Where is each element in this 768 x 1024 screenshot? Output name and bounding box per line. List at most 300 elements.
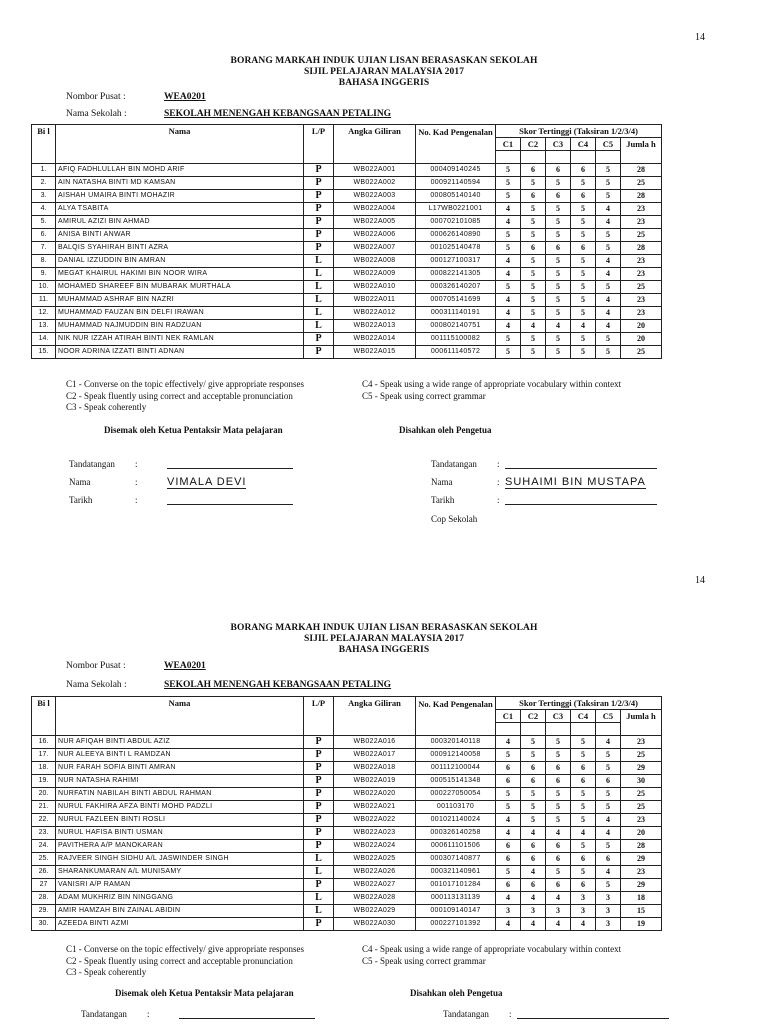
date-label: Tarikh [69, 495, 93, 505]
score-c5: 4 [596, 294, 621, 307]
gender: P [304, 788, 334, 801]
gender: P [304, 775, 334, 788]
centre-value: WEA0201 [164, 92, 206, 102]
ic-number: 000326140258 [416, 827, 496, 840]
signature-line[interactable] [505, 459, 657, 469]
signature-label: Tandatangan [69, 459, 115, 469]
index-number: WB022A011 [334, 294, 416, 307]
score-total: 23 [621, 866, 662, 879]
gender: P [304, 827, 334, 840]
student-name: AIN NATASHA BINTI MD KAMSAN [56, 177, 304, 190]
student-name: NURUL FAZLEEN BINTI ROSLI [56, 814, 304, 827]
criteria-left [66, 379, 304, 414]
ic-number: 000705141699 [416, 294, 496, 307]
col-kad: No. Kad Pengenalan [416, 125, 496, 164]
student-name: ANISA BINTI ANWAR [56, 229, 304, 242]
score-total: 23 [621, 268, 662, 281]
name-label: Nama [431, 477, 453, 487]
score-c3: 5 [546, 749, 571, 762]
index-number: WB022A009 [334, 268, 416, 281]
col-c5: C5 [596, 138, 621, 151]
score-c2: 5 [521, 203, 546, 216]
score-c3: 5 [546, 814, 571, 827]
gender: P [304, 190, 334, 203]
centre-label: Nombor Pusat : [66, 661, 126, 671]
score-total: 30 [621, 775, 662, 788]
score-c3: 5 [546, 294, 571, 307]
table-row [32, 190, 662, 203]
score-c4: 5 [571, 307, 596, 320]
ic-number: 001021140024 [416, 814, 496, 827]
ic-number: 001112100044 [416, 762, 496, 775]
score-c4: 5 [571, 814, 596, 827]
score-c3: 6 [546, 190, 571, 203]
row-number: 27 [32, 879, 56, 892]
score-c1: 6 [496, 879, 521, 892]
score-c5: 6 [596, 853, 621, 866]
score-c1: 5 [496, 229, 521, 242]
gender: L [304, 320, 334, 333]
row-number: 1. [32, 164, 56, 177]
criteria-c2: C2 - Speak fluently using correct and acceptable pronunciation [66, 955, 293, 966]
score-c1: 5 [496, 346, 521, 359]
score-c1: 5 [496, 866, 521, 879]
ic-number: 000611101506 [416, 840, 496, 853]
table-row [32, 307, 662, 320]
score-total: 20 [621, 827, 662, 840]
row-number: 7. [32, 242, 56, 255]
criteria-c4: C4 - Speak using a wide range of appropriate vocabulary within context [362, 944, 622, 954]
school-row [66, 109, 391, 119]
row-number: 29. [32, 905, 56, 918]
school-value: SEKOLAH MENENGAH KEBANGSAAN PETALING [164, 680, 392, 690]
score-c5: 4 [596, 203, 621, 216]
row-number: 22. [32, 814, 56, 827]
score-c1: 5 [496, 242, 521, 255]
col-c2: C2 [521, 710, 546, 723]
score-c1: 5 [496, 801, 521, 814]
score-c4: 6 [571, 190, 596, 203]
row-number: 23. [32, 827, 56, 840]
score-c1: 5 [496, 788, 521, 801]
score-c2: 6 [521, 775, 546, 788]
signature-label: Tandatangan [431, 459, 477, 469]
student-name: BALQIS SYAHIRAH BINTI AZRA [56, 242, 304, 255]
score-total: 23 [621, 294, 662, 307]
score-total: 25 [621, 788, 662, 801]
score-c2: 5 [521, 229, 546, 242]
score-c5: 4 [596, 216, 621, 229]
criteria-right [362, 944, 621, 967]
row-number: 9. [32, 268, 56, 281]
gender: P [304, 879, 334, 892]
table-row [32, 255, 662, 268]
gender: P [304, 762, 334, 775]
criteria-right [362, 379, 621, 402]
score-c5: 5 [596, 346, 621, 359]
row-number: 21. [32, 801, 56, 814]
score-c4: 5 [571, 866, 596, 879]
score-c3: 5 [546, 268, 571, 281]
gender: P [304, 801, 334, 814]
school-label: Nama Sekolah : [66, 680, 127, 690]
ic-number: 001017101284 [416, 879, 496, 892]
criteria-c4: C4 - Speak using a wide range of appropriate vocabulary within context [362, 379, 622, 389]
criteria-c5: C5 - Speak using correct grammar [362, 390, 486, 401]
score-total: 29 [621, 762, 662, 775]
gender: P [304, 229, 334, 242]
col-angka: Angka Giliran [334, 125, 416, 164]
table-row [32, 164, 662, 177]
gender: L [304, 281, 334, 294]
score-total: 29 [621, 853, 662, 866]
score-total: 28 [621, 242, 662, 255]
score-c2: 4 [521, 892, 546, 905]
gender: L [304, 892, 334, 905]
index-number: WB022A028 [334, 892, 416, 905]
score-total: 20 [621, 333, 662, 346]
score-c2: 5 [521, 177, 546, 190]
row-number: 19. [32, 775, 56, 788]
score-c5: 4 [596, 320, 621, 333]
score-c1: 5 [496, 177, 521, 190]
score-c5: 4 [596, 255, 621, 268]
col-kad: No. Kad Pengenalan [416, 697, 496, 736]
student-name: RAJVEER SINGH SIDHU A/L JASWINDER SINGH [56, 853, 304, 866]
score-c2: 6 [521, 853, 546, 866]
score-c4: 5 [571, 255, 596, 268]
score-c4: 5 [571, 216, 596, 229]
score-c4: 5 [571, 840, 596, 853]
score-c2: 5 [521, 736, 546, 749]
school-row [66, 680, 391, 690]
school-stamp-row [431, 514, 477, 528]
date-line[interactable] [505, 495, 657, 505]
score-c3: 5 [546, 736, 571, 749]
col-jumlah: Jumla h [621, 138, 662, 164]
signature-line[interactable] [517, 1009, 669, 1019]
ic-number: 000409140245 [416, 164, 496, 177]
score-c1: 6 [496, 853, 521, 866]
index-number: WB022A005 [334, 216, 416, 229]
score-c2: 4 [521, 918, 546, 931]
score-c1: 4 [496, 255, 521, 268]
score-c1: 5 [496, 164, 521, 177]
row-number: 16. [32, 736, 56, 749]
score-total: 23 [621, 203, 662, 216]
ic-number: 000611140572 [416, 346, 496, 359]
score-c5: 4 [596, 736, 621, 749]
ic-number: 000127100317 [416, 255, 496, 268]
score-c4: 6 [571, 775, 596, 788]
score-c2: 4 [521, 320, 546, 333]
score-c2: 6 [521, 840, 546, 853]
principal-name-row: Nama : SUHAIMI BIN MUSTAPA [431, 476, 646, 488]
gender: P [304, 177, 334, 190]
marks-table [31, 696, 662, 931]
ic-number: 001115100082 [416, 333, 496, 346]
score-total: 23 [621, 216, 662, 229]
row-number: 11. [32, 294, 56, 307]
gender: P [304, 164, 334, 177]
index-number: WB022A020 [334, 788, 416, 801]
row-number: 30. [32, 918, 56, 931]
score-c4: 6 [571, 242, 596, 255]
score-c3: 5 [546, 866, 571, 879]
row-number: 20. [32, 788, 56, 801]
student-name: DANIAL IZZUDDIN BIN AMRAN [56, 255, 304, 268]
student-name: NURFATIN NABILAH BINTI ABDUL RAHMAN [56, 788, 304, 801]
score-c1: 4 [496, 268, 521, 281]
table-row [32, 801, 662, 814]
index-number: WB022A021 [334, 801, 416, 814]
table-row [32, 333, 662, 346]
score-c5: 6 [596, 775, 621, 788]
reviewer-name: VIMALA DEVI [167, 476, 247, 488]
gender: P [304, 203, 334, 216]
index-number: WB022A027 [334, 879, 416, 892]
signature-line[interactable] [179, 1009, 315, 1019]
row-number: 8. [32, 255, 56, 268]
col-c1: C1 [496, 710, 521, 723]
col-bil: Bi l [32, 125, 56, 164]
student-name: MUHAMMAD FAUZAN BIN DELFI IRAWAN [56, 307, 304, 320]
ic-number: 000320140118 [416, 736, 496, 749]
criteria-c3: C3 - Speak coherently [66, 402, 147, 412]
score-c5: 5 [596, 749, 621, 762]
score-c1: 5 [496, 281, 521, 294]
reviewer-heading: Disemak oleh Ketua Pentaksir Mata pelajaran [115, 988, 294, 998]
col-c2: C2 [521, 138, 546, 151]
score-c3: 5 [546, 203, 571, 216]
index-number: WB022A026 [334, 866, 416, 879]
row-number: 12. [32, 307, 56, 320]
col-lp: L/P [304, 125, 334, 164]
score-c1: 5 [496, 333, 521, 346]
score-c5: 5 [596, 840, 621, 853]
ic-number: 001103170 [416, 801, 496, 814]
score-c1: 5 [496, 749, 521, 762]
marks-table [31, 124, 662, 359]
score-c2: 5 [521, 346, 546, 359]
criteria-c1: C1 - Converse on the topic effectively/ give appropriate responses [66, 379, 305, 389]
date-line[interactable] [167, 495, 293, 505]
score-c4: 4 [571, 827, 596, 840]
score-total: 15 [621, 905, 662, 918]
gender: L [304, 853, 334, 866]
ic-number: 000921140594 [416, 177, 496, 190]
principal-date-row: Tarikh : [431, 495, 657, 509]
gender: L [304, 307, 334, 320]
table-row [32, 229, 662, 242]
table-row [32, 216, 662, 229]
score-c2: 5 [521, 307, 546, 320]
student-name: AISHAH UMAIRA BINTI MOHAZIR [56, 190, 304, 203]
score-c4: 5 [571, 788, 596, 801]
score-c3: 5 [546, 346, 571, 359]
score-c5: 4 [596, 866, 621, 879]
score-c2: 6 [521, 762, 546, 775]
criteria-left [66, 944, 304, 979]
centre-row [66, 92, 206, 102]
table-row [32, 242, 662, 255]
score-c2: 6 [521, 242, 546, 255]
ic-number: 000702101085 [416, 216, 496, 229]
score-c2: 6 [521, 190, 546, 203]
col-nama: Nama [56, 125, 304, 164]
score-c4: 6 [571, 164, 596, 177]
student-name: ADAM MUKHRIZ BIN NINGGANG [56, 892, 304, 905]
score-total: 28 [621, 840, 662, 853]
score-c5: 5 [596, 229, 621, 242]
school-label: Nama Sekolah : [66, 109, 127, 119]
gender: L [304, 255, 334, 268]
row-number: 26. [32, 866, 56, 879]
student-name: NUR AFIQAH BINTI ABDUL AZIZ [56, 736, 304, 749]
signature-label: Tandatangan [81, 1009, 127, 1019]
index-number: WB022A013 [334, 320, 416, 333]
table-row [32, 281, 662, 294]
criteria-c2: C2 - Speak fluently using correct and acceptable pronunciation [66, 390, 293, 401]
signature-line[interactable] [167, 459, 293, 469]
index-number: WB022A010 [334, 281, 416, 294]
score-total: 18 [621, 892, 662, 905]
student-name: NIK NUR IZZAH ATIRAH BINTI NEK RAMLAN [56, 333, 304, 346]
score-c4: 6 [571, 879, 596, 892]
score-c2: 5 [521, 333, 546, 346]
student-name: AZEEDA BINTI AZMI [56, 918, 304, 931]
score-c3: 4 [546, 320, 571, 333]
score-c5: 4 [596, 268, 621, 281]
index-number: WB022A004 [334, 203, 416, 216]
score-c4: 5 [571, 346, 596, 359]
student-name: MUHAMMAD NAJMUDDIN BIN RADZUAN [56, 320, 304, 333]
student-name: MOHAMED SHAREEF BIN MUBARAK MURTHALA [56, 281, 304, 294]
centre-label: Nombor Pusat : [66, 92, 126, 102]
table-row [32, 853, 662, 866]
title-line-2: SIJIL PELAJARAN MALAYSIA 2017 [303, 67, 465, 77]
score-c5: 4 [596, 827, 621, 840]
score-c4: 5 [571, 268, 596, 281]
score-total: 25 [621, 346, 662, 359]
score-c5: 5 [596, 801, 621, 814]
gender: P [304, 840, 334, 853]
col-c5: C5 [596, 710, 621, 723]
col-skor: Skor Tertinggi (Taksiran 1/2/3/4) [496, 697, 662, 710]
row-number: 17. [32, 749, 56, 762]
student-name: PAVITHERA A/P MANOKARAN [56, 840, 304, 853]
table-row [32, 749, 662, 762]
row-number: 10. [32, 281, 56, 294]
page-number: 14 [695, 575, 705, 586]
col-bil: Bi l [32, 697, 56, 736]
score-c5: 5 [596, 190, 621, 203]
table-row [32, 788, 662, 801]
score-c4: 5 [571, 177, 596, 190]
index-number: WB022A015 [334, 346, 416, 359]
student-name: NURUL FAKHIRA AFZA BINTI MOHD PADZLI [56, 801, 304, 814]
score-total: 23 [621, 736, 662, 749]
score-total: 23 [621, 255, 662, 268]
ic-number: 000822141305 [416, 268, 496, 281]
col-lp: L/P [304, 697, 334, 736]
student-name: MEGAT KHAIRUL HAKIMI BIN NOOR WIRA [56, 268, 304, 281]
index-number: WB022A017 [334, 749, 416, 762]
reviewer-date-row: Tarikh : [69, 495, 293, 509]
gender: P [304, 216, 334, 229]
score-c4: 5 [571, 294, 596, 307]
score-c5: 5 [596, 164, 621, 177]
ic-number: 000805140140 [416, 190, 496, 203]
score-c3: 5 [546, 801, 571, 814]
student-name: NUR ALEEYA BINTI L RAMDZAN [56, 749, 304, 762]
ic-number: 000321140961 [416, 866, 496, 879]
principal-signature-row: Tandatangan : [431, 459, 657, 473]
score-c5: 5 [596, 762, 621, 775]
score-c4: 5 [571, 736, 596, 749]
table-row [32, 827, 662, 840]
score-c2: 6 [521, 164, 546, 177]
index-number: WB022A030 [334, 918, 416, 931]
score-c1: 4 [496, 320, 521, 333]
score-c3: 5 [546, 281, 571, 294]
table-row [32, 762, 662, 775]
reviewer-name-row: Nama : VIMALA DEVI [69, 476, 247, 488]
ic-number: 000515141348 [416, 775, 496, 788]
gender: L [304, 268, 334, 281]
gender: P [304, 333, 334, 346]
score-c3: 5 [546, 216, 571, 229]
score-c2: 5 [521, 294, 546, 307]
score-c4: 5 [571, 229, 596, 242]
title-line-2: SIJIL PELAJARAN MALAYSIA 2017 [303, 634, 465, 644]
score-c5: 5 [596, 242, 621, 255]
score-c2: 5 [521, 268, 546, 281]
score-c3: 6 [546, 775, 571, 788]
page-number: 14 [695, 32, 705, 43]
ic-number: 000912140058 [416, 749, 496, 762]
score-total: 20 [621, 320, 662, 333]
score-c4: 5 [571, 801, 596, 814]
score-c1: 4 [496, 827, 521, 840]
score-c2: 3 [521, 905, 546, 918]
school-stamp-label: Cop Sekolah [431, 514, 478, 524]
student-name: ALYA TSABITA [56, 203, 304, 216]
score-c5: 5 [596, 788, 621, 801]
form-title [0, 56, 768, 89]
score-c4: 3 [571, 892, 596, 905]
sheet-2 [0, 573, 768, 1024]
score-total: 19 [621, 918, 662, 931]
score-c3: 6 [546, 164, 571, 177]
row-number: 2. [32, 177, 56, 190]
criteria-c1: C1 - Converse on the topic effectively/ give appropriate responses [66, 944, 305, 954]
row-number: 3. [32, 190, 56, 203]
ic-number: 000802140751 [416, 320, 496, 333]
col-c3: C3 [546, 710, 571, 723]
principal-signature-row: Tandatangan : [443, 1009, 669, 1023]
table-row [32, 346, 662, 359]
gender: L [304, 866, 334, 879]
table-row [32, 320, 662, 333]
student-name: AMIRUL AZIZI BIN AHMAD [56, 216, 304, 229]
score-c3: 3 [546, 905, 571, 918]
score-c2: 4 [521, 866, 546, 879]
score-c2: 5 [521, 801, 546, 814]
index-number: WB022A023 [334, 827, 416, 840]
index-number: WB022A022 [334, 814, 416, 827]
gender: L [304, 294, 334, 307]
